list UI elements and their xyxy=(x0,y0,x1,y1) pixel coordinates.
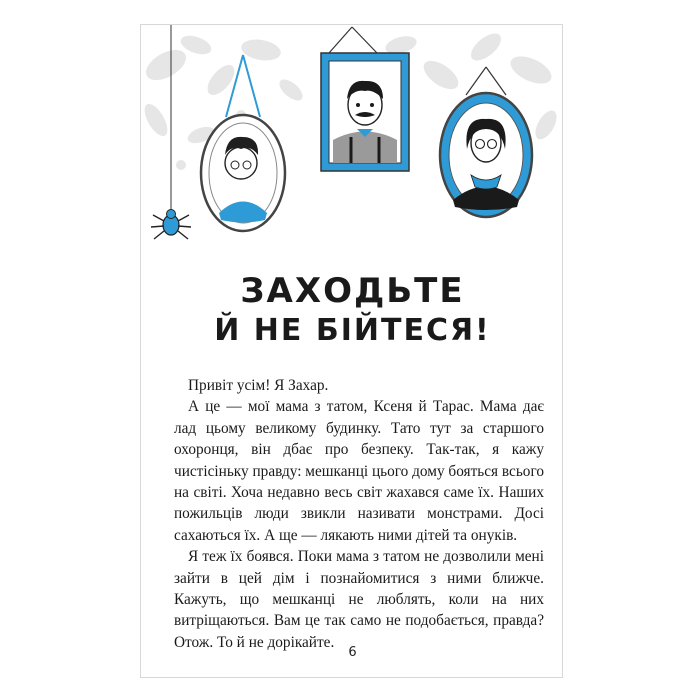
chapter-body xyxy=(174,375,544,653)
paragraph: А це — мої мама з татом, Ксеня й Тарас. Мама дає лад цьому великому будинку. Тато тут за старшого охоронця, він дбає про безпеку. Так-так, я кажу чистісіньку правду: мешканці цього дому бояться всього на світі. Хоча недавно весь світ жахався саме їх. Наших пожильців люди звикли називати монстрами. Досі сахаються їх. А ще — лякають ними дітей та онуків. xyxy=(174,398,544,544)
portraits-illustration xyxy=(141,25,564,255)
mother-portrait xyxy=(440,67,532,217)
book-page xyxy=(140,24,563,678)
page-number: 6 xyxy=(348,645,357,660)
chapter-title-line1: ЗАХОДЬТЕ xyxy=(240,271,465,311)
paragraph: Я теж їх боявся. Поки мама з татом не дозволили мені зайти в цей дім і познайомитися з ними ближче. Кажуть, що мешканці не люблять, коли на них витріщаються. Вам це так само не подобається, правда? Отож. То й не дорікайте. xyxy=(174,548,544,651)
chapter-title-line2: Й НЕ БІЙТЕСЯ! xyxy=(214,313,491,348)
paragraph: Привіт усім! Я Захар. xyxy=(188,377,329,394)
